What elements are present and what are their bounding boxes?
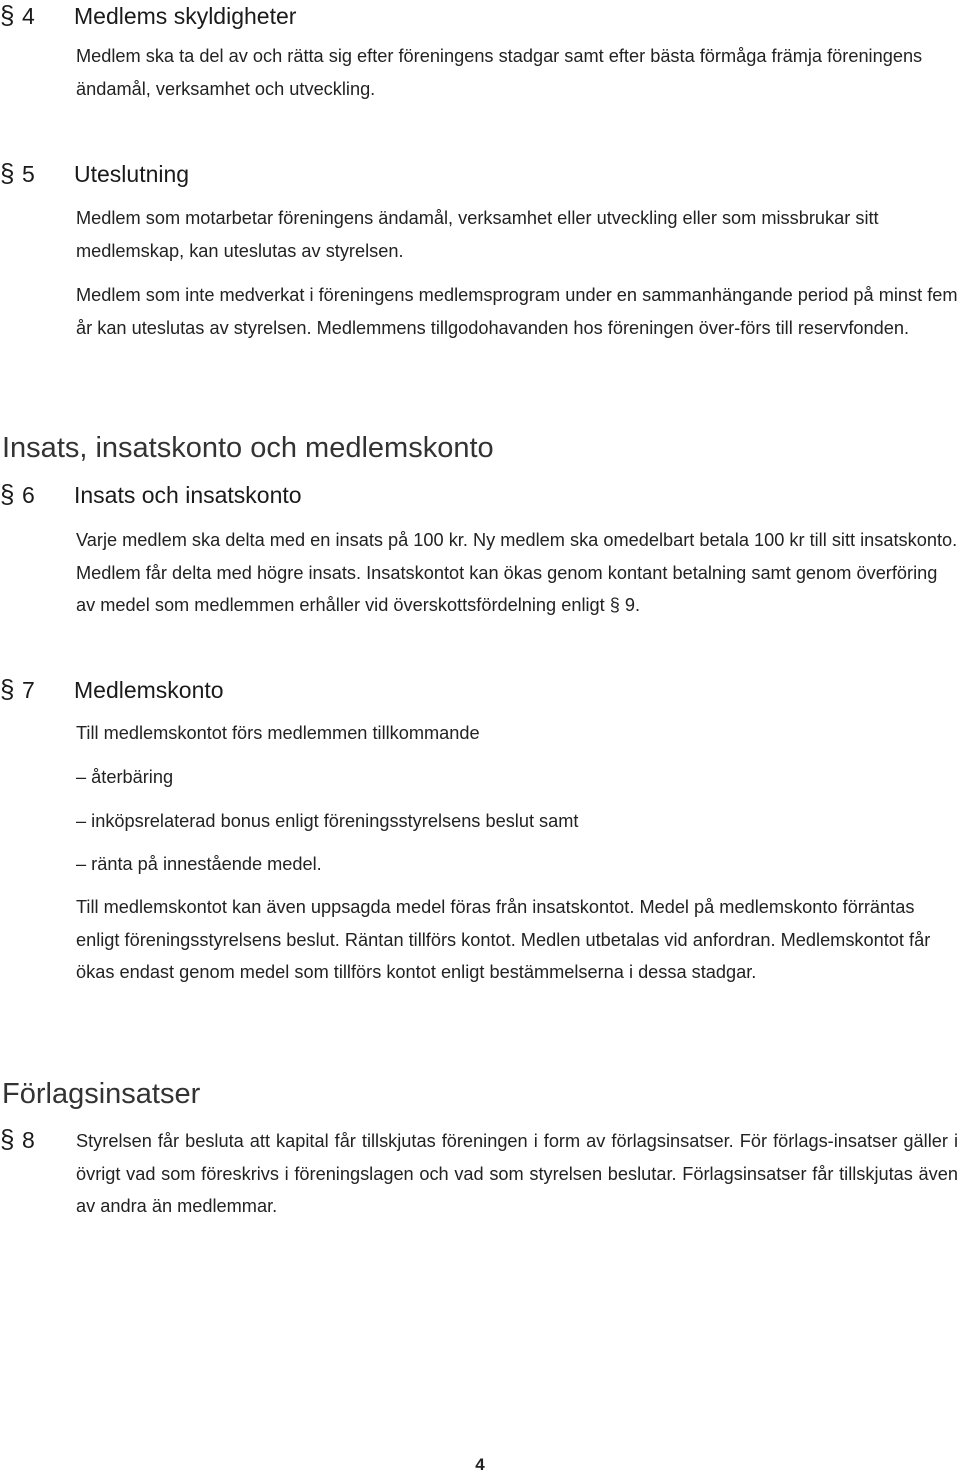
paragraph: Medlem som inte medverkat i föreningens medlemsprogram under en sammanhängande period på minst fem år kan uteslutas av styrelsen. Medlemmens tillgodohavanden hos föreningen över-förs till reservfonden. [76,285,958,338]
section-number: 7 [22,677,35,703]
chapter-heading: Insats, insatskonto och medlemskonto [2,432,494,464]
section-7-body [76,891,958,989]
section-5-body-2 [76,279,958,344]
section-4-heading [0,0,296,31]
section-6-body [76,524,958,622]
paragraph: Till medlemskontot kan även uppsagda medel föras från insatskontot. Medel på medlemskonto förräntas enligt föreningsstyrelsens beslut. Räntan tillförs kontot. Medlen utbetalas vid anfordran. Medlemskontot får ökas endast genom medel som tillförs kontot enligt bestämmelserna i dessa stadgar. [76,897,931,982]
section-symbol: § [0,0,15,30]
section-5-heading [0,158,189,189]
section-title: Medlems skyldigheter [74,3,297,29]
chapter-heading: Förlagsinsatser [2,1078,201,1110]
section-title: Insats och insatskonto [74,482,302,508]
list-item: – ränta på innestående medel. [76,854,322,874]
page-number: 4 [475,1455,485,1474]
section-symbol: § [0,1124,15,1154]
section-number: 6 [22,482,35,508]
section-symbol: § [0,674,15,704]
section-4-body [76,40,958,105]
paragraph: Styrelsen får besluta att kapital får tillskjutas föreningen i form av förlagsinsatser. För förlags-insatser gäller i övrigt vad som föreskrivs i föreningslagen och vad som styrelsen beslutar. Förlagsinsatser får tillskjutas även av andra än medlemmar. [76,1131,958,1216]
section-symbol: § [0,158,15,188]
section-8-body [76,1125,958,1223]
list-item: – inköpsrelaterad bonus enligt föreningsstyrelsens beslut samt [76,811,579,831]
section-title: Uteslutning [74,161,190,187]
paragraph: Till medlemskontot förs medlemmen tillkommande [76,723,480,743]
list-item: – återbäring [76,767,174,787]
section-5-body [76,202,958,267]
section-7-intro [76,717,958,750]
section-number: 8 [22,1127,35,1153]
paragraph: Medlem som motarbetar föreningens ändamål, verksamhet eller utveckling eller som missbrukar sitt medlemskap, kan uteslutas av styrelsen. [76,208,879,261]
section-7-heading [0,674,224,705]
section-number: 5 [22,161,35,187]
section-title: Medlemskonto [74,677,224,703]
section-8-heading [0,1124,74,1155]
section-number: 4 [22,3,35,29]
paragraph: Varje medlem ska delta med en insats på 100 kr. Ny medlem ska omedelbart betala 100 kr till sitt insatskonto. Medlem får delta med högre insats. Insatskontot kan ökas genom kontant betalning samt genom överföring av medel som medlemmen erhåller vid överskottsfördelning enligt § 9. [76,530,958,615]
section-symbol: § [0,479,15,509]
paragraph: Medlem ska ta del av och rätta sig efter föreningens stadgar samt efter bästa förmåga främja föreningens ändamål, verksamhet och utveckling. [76,46,923,99]
section-6-heading [0,479,302,510]
